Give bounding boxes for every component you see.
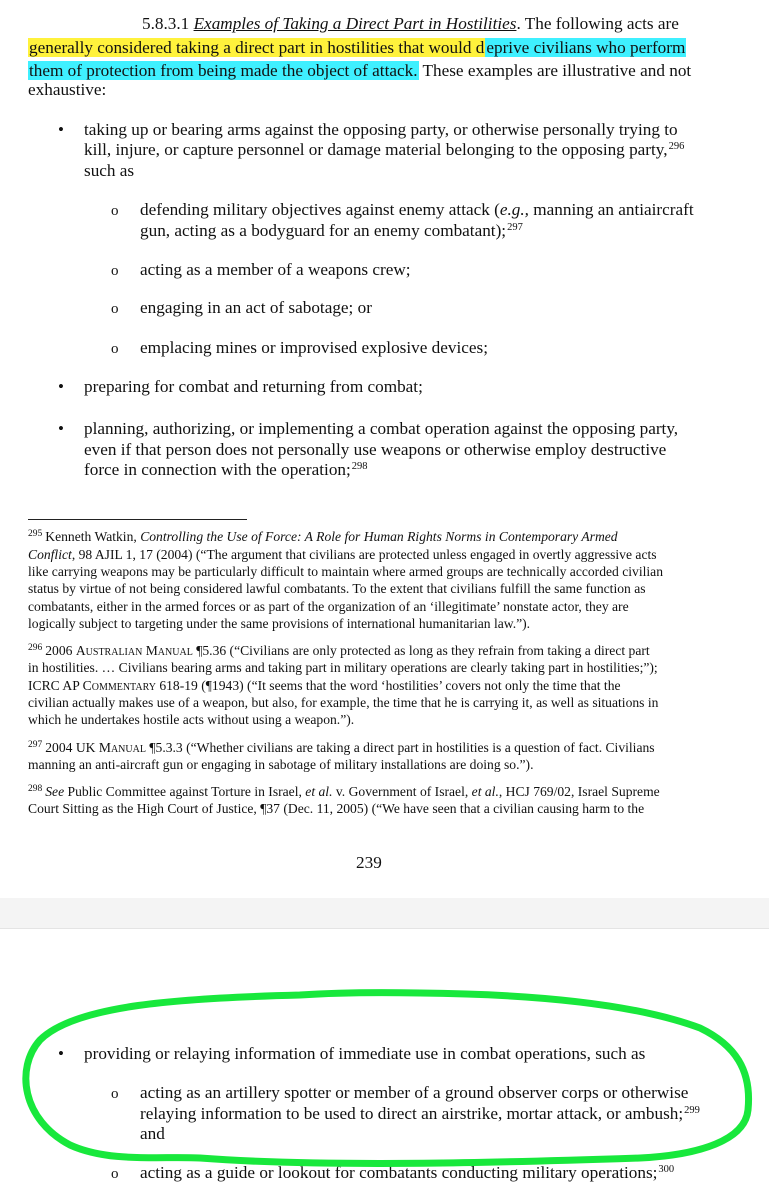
footnote-ref: 300 <box>658 1164 675 1175</box>
bullet-text: providing or relaying information of immediate use in combat operations, such as <box>84 1044 646 1063</box>
footnote-298: $^{298}$ See Public Committee against Torture in Israel, et al. v. Government of Israel, et al., HCJ 769/02, Israel Supreme <box>28 784 660 799</box>
footnote-text: civilian actually makes use of a weapon, but also, for example, the time that he is carrying it, as well as situations in <box>28 695 659 710</box>
footnote-text: Conflict, 98 AJIL 1, 17 (2004) (“The argument that civilians are protected unless engaged in overtly aggressive acts <box>28 547 657 562</box>
footnote-ref: 296 <box>668 141 685 152</box>
footnote-ref: 298 <box>351 461 368 472</box>
footnote-text: combatants, either in the armed forces or as part of the organization of an ‘illegitimate’ nonstate actor, they are <box>28 599 629 614</box>
footnote-text: which he undertakes hostile acts without using a weapon.”). <box>28 712 355 727</box>
section-title: Examples of Taking a Direct Part in Hostilities <box>193 14 517 33</box>
sub-bullet-text: defending military objectives against enemy attack (e.g., manning an antiaircraft <box>140 200 694 219</box>
bullet-text: force in connection with the operation;$^{298}$ <box>84 460 368 479</box>
sub-bullet-text: emplacing mines or improvised explosive devices; <box>140 338 488 357</box>
page-number: 239 <box>356 853 382 872</box>
bullet-icon: • <box>58 377 64 396</box>
bullet-icon: • <box>58 120 64 139</box>
yellow-highlight: generally considered taking a direct part in hostilities that would d <box>29 38 485 57</box>
sub-bullet-text: acting as an artillery spotter or member of a ground observer corps or otherwise <box>140 1083 689 1102</box>
bullet-text: such as <box>84 161 135 180</box>
sub-bullet-icon: o <box>111 341 119 357</box>
footnote-ref: 297 <box>507 222 523 233</box>
footnote-text: status by virtue of not being considered lawful combatants. To the extent that civilians fulfill the same function as <box>28 581 646 596</box>
footnote-296: $^{296}$ 2006 Australian Manual ¶5.36 (“Civilians are only protected as long as they refrain from taking a direct part <box>28 643 650 658</box>
bullet-text: taking up or bearing arms against the opposing party, or otherwise personally trying to <box>84 120 678 139</box>
cyan-highlight: eprive civilians who perform <box>486 38 686 57</box>
bullet-text: planning, authorizing, or implementing a combat operation against the opposing party, <box>84 419 679 438</box>
footnote-text: ICRC AP Commentary 618-19 (¶1943) (“It seems that the word ‘hostilities’ covers not only the time that the <box>28 678 621 693</box>
intro-line: exhaustive: <box>28 80 107 99</box>
sub-bullet-text: engaging in an act of sabotage; or <box>140 298 372 317</box>
section-heading: 5.8.3.1 Examples of Taking a Direct Part in Hostilities. The following acts are <box>142 14 679 33</box>
sub-bullet-text: acting as a guide or lookout for combatants conducting military operations;$^{300}$ <box>140 1163 675 1182</box>
footnote-divider <box>28 519 247 520</box>
sub-bullet-text: gun, acting as a bodyguard for an enemy combatant);$^{297}$ <box>140 221 523 240</box>
cyan-highlight: them of protection from being made the object of attack. <box>29 61 418 80</box>
bullet-text: kill, injure, or capture personnel or damage material belonging to the opposing party,$^{296}$ <box>84 140 685 159</box>
footnote-text: like carrying weapons may be particularly difficult to maintain where armed groups are technically accorded civilian <box>28 564 664 579</box>
bullet-text: preparing for combat and returning from combat; <box>84 377 423 396</box>
footnote-text: in hostilities. … Civilians bearing arms and taking part in military operations are clearly taking part in hostilities;”); <box>28 660 658 675</box>
intro-line: them of protection from being made the object of attack. These examples are illustrative and not <box>29 61 692 80</box>
sub-bullet-text: acting as a member of a weapons crew; <box>140 260 411 279</box>
bullet-icon: • <box>58 419 64 438</box>
footnote-text: logically subject to targeting under the same provisions of international humanitarian law.”). <box>28 616 531 631</box>
bullet-icon: • <box>58 1044 64 1063</box>
footnote-297: $^{297}$ 2004 UK Manual ¶5.3.3 (“Whether civilians are taking a direct part in hostilities is a question of fact. Civilians <box>28 740 655 755</box>
footnote-295: $^{295}$ Kenneth Watkin, Controlling the Use of Force: A Role for Human Rights Norms in Contemporary Armed <box>28 529 618 544</box>
sub-bullet-icon: o <box>111 203 119 219</box>
footnote-ref: 299 <box>684 1105 700 1116</box>
sub-bullet-icon: o <box>111 1086 119 1102</box>
footnote-text: manning an anti-aircraft gun or engaging in sabotage of military installations are doing so.”). <box>28 757 534 772</box>
document-page-240 <box>0 928 769 1201</box>
intro-line-highlighted <box>28 37 686 59</box>
sub-bullet-icon: o <box>111 263 119 279</box>
sub-bullet-icon: o <box>111 1166 119 1182</box>
footnote-text: Court Sitting as the High Court of Justice, ¶37 (Dec. 11, 2005) (“We have seen that a civilian causing harm to the <box>28 801 645 816</box>
sub-bullet-text: relaying information to be used to direct an airstrike, mortar attack, or ambush;$^{299}$ <box>140 1104 700 1123</box>
sub-bullet-icon: o <box>111 301 119 317</box>
page-gap <box>0 898 769 928</box>
sub-bullet-text: and <box>140 1124 165 1143</box>
bullet-text: even if that person does not personally use weapons or otherwise employ destructive <box>84 440 667 459</box>
